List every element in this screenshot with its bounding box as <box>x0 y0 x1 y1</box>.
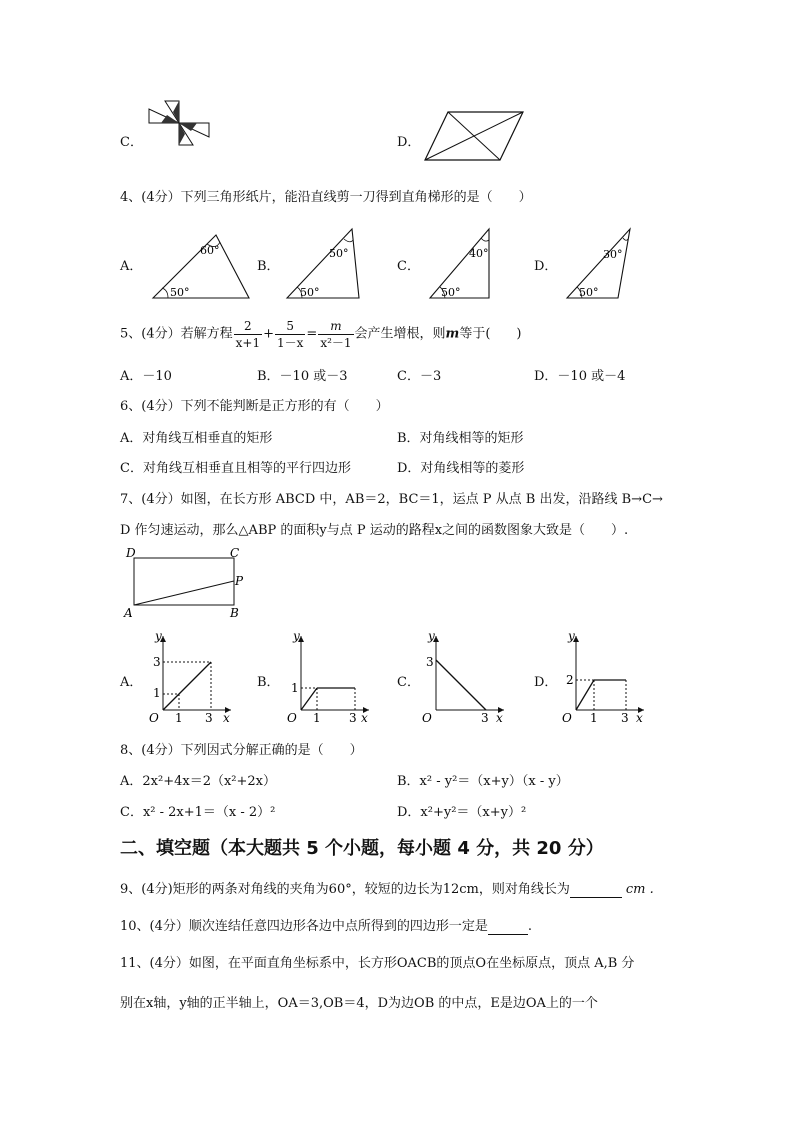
q5-option-b: B．－10 或－3 <box>257 369 348 384</box>
q5-f3-num: m <box>318 318 353 335</box>
q9-text: 9、(4分)矩形的两条对角线的夹角为60°，较短的边长为12cm，则对角线长为 <box>120 882 570 897</box>
q7-graph-b-label: B． <box>257 675 280 690</box>
q10-end: . <box>527 919 533 934</box>
q4-option-d-label: D． <box>534 259 558 274</box>
q5-f2-den: 1－x <box>277 336 304 350</box>
q4-b-top-angle: 50° <box>329 247 349 260</box>
q7-b-tick-y1: 1 <box>291 681 299 695</box>
q5-f1-den: x+1 <box>235 336 261 350</box>
q7-d-axis-y: y <box>568 630 575 643</box>
q8-option-d: D．x²+y²＝（x+y）² <box>397 805 527 820</box>
q7-c-axis-y: y <box>428 630 435 643</box>
q5-option-c: C．－3 <box>397 369 442 384</box>
q8-stem: 8、(4分）下列因式分解正确的是（ ） <box>120 743 363 758</box>
q10-line <box>120 915 532 935</box>
q4-c-base-angle: 50° <box>441 286 461 299</box>
q6-option-b: B．对角线相等的矩形 <box>397 431 524 446</box>
q7-c-tick-x3: 3 <box>481 711 489 724</box>
q7-a-axis-y: y <box>155 630 162 643</box>
q9-unit: cm . <box>625 882 654 897</box>
q8-option-c: C．x² - 2x+1＝（x - 2）² <box>120 805 276 820</box>
q4-b-base-angle: 50° <box>300 286 320 299</box>
q11-line2: 别在x轴，y轴的正半轴上，OA＝3,OB＝4，D为边OB 的中点，E是边OA上的一个 <box>120 996 598 1011</box>
q6-stem: 6、(4分）下列不能判断是正方形的有（ ） <box>120 399 389 414</box>
q6-option-a: A．对角线互相垂直的矩形 <box>120 431 273 446</box>
q7-line1: 7、(4分）如图，在长方形 ABCD 中，AB＝2，BC＝1，运点 P 从点 B 出发，沿路线 B→C→ <box>120 492 663 507</box>
q7-c-origin: O <box>422 711 432 724</box>
q9-line <box>120 878 654 898</box>
q7-d-axis-x: x <box>636 711 643 724</box>
q4-d-base-angle: 50° <box>579 286 599 299</box>
q5-f1-num: 2 <box>234 318 262 335</box>
q9-answer-blank[interactable] <box>570 882 622 898</box>
q5-fraction-3 <box>318 318 353 351</box>
q10-text: 10、(4分）顺次连结任意四边形各边中点所得到的四边形一定是 <box>120 919 488 934</box>
q7-b-tick-x3: 3 <box>349 711 357 724</box>
q7-c-axis-x: x <box>496 711 503 724</box>
q7-graph-a-label: A． <box>120 675 143 690</box>
q7-d-origin: O <box>562 711 572 724</box>
q7-b-axis-x: x <box>361 711 368 724</box>
q4-triangle-c <box>427 226 493 300</box>
q5-f2-num: 5 <box>275 318 305 335</box>
q6-option-d: D．对角线相等的菱形 <box>397 461 525 476</box>
q4-triangle-b <box>284 226 364 300</box>
q7-line2: D 作匀速运动，那么△ABP 的面积y与点 P 运动的路程x之间的函数图象大致是（ ）. <box>120 523 629 538</box>
q7-label-d: D <box>126 546 136 560</box>
q4-a-base-angle: 50° <box>170 286 190 299</box>
q5-suffix2: 等于( ) <box>459 326 522 342</box>
q3-option-c-label: C． <box>120 135 143 150</box>
q5-equals: = <box>306 326 318 342</box>
q5-fraction-2 <box>275 318 305 351</box>
q4-option-c-label: C． <box>397 259 420 274</box>
q7-a-tick-y3: 3 <box>153 655 161 669</box>
q7-label-a: A <box>124 606 133 620</box>
q7-a-tick-x1: 1 <box>175 711 183 724</box>
q7-b-origin: O <box>287 711 297 724</box>
q7-label-p: P <box>235 574 244 588</box>
q7-a-axis-x: x <box>223 711 230 724</box>
q7-a-origin: O <box>149 711 159 724</box>
q5-plus: + <box>263 326 274 342</box>
pinwheel-figure <box>147 100 211 146</box>
q4-option-b-label: B． <box>257 259 280 274</box>
q4-stem: 4、(4分）下列三角形纸片，能沿直线剪一刀得到直角梯形的是（ ） <box>120 190 532 205</box>
q5-var: m <box>445 326 460 342</box>
q5-f3-den: x²－1 <box>320 336 352 350</box>
q7-graph-d <box>558 630 650 724</box>
section-2-title: 二、填空题（本大题共 5 个小题，每小题 4 分，共 20 分） <box>120 838 604 859</box>
q7-graph-b <box>283 630 375 724</box>
q4-d-top-angle: 30° <box>603 248 623 261</box>
q5-prefix: 5、(4分）若解方程 <box>120 326 233 342</box>
q7-c-tick-y3: 3 <box>426 655 434 669</box>
q7-label-c: C <box>230 546 240 560</box>
q4-triangle-a <box>150 232 252 300</box>
q7-b-tick-x1: 1 <box>313 711 321 724</box>
q4-a-top-angle: 60° <box>200 244 220 257</box>
q4-c-top-angle: 40° <box>469 247 489 260</box>
q5-stem <box>120 318 521 351</box>
q5-option-a: A．－10 <box>120 369 172 384</box>
q7-label-b: B <box>230 606 239 620</box>
q4-triangle-d <box>564 226 634 300</box>
q5-suffix: 会产生增根，则 <box>354 326 446 342</box>
q7-d-tick-x3: 3 <box>621 711 629 724</box>
q7-graph-c <box>418 630 510 724</box>
q7-graph-c-label: C． <box>397 675 420 690</box>
q7-graph-a <box>145 630 237 724</box>
q11-line1: 11、(4分）如图，在平面直角坐标系中，长方形OACB的顶点O在坐标原点，顶点 A,B 分 <box>120 956 635 971</box>
q6-option-c: C．对角线互相垂直且相等的平行四边形 <box>120 461 351 476</box>
q8-option-a: A．2x²+4x＝2（x²+2x） <box>120 774 277 789</box>
q7-d-tick-x1: 1 <box>590 711 598 724</box>
q7-graph-d-label: D． <box>534 675 558 690</box>
q8-option-b: B．x² - y²＝（x+y）（x - y） <box>397 774 569 789</box>
q7-rectangle-figure <box>122 545 248 621</box>
q4-option-a-label: A． <box>120 259 143 274</box>
q7-d-tick-y2: 2 <box>566 673 574 687</box>
q3-option-d-label: D． <box>397 135 421 150</box>
rhombus-figure <box>423 110 525 162</box>
q7-a-tick-x3: 3 <box>205 711 213 724</box>
q7-b-axis-y: y <box>293 630 300 643</box>
q7-a-tick-y1: 1 <box>153 686 161 700</box>
q5-option-d: D．－10 或－4 <box>534 369 626 384</box>
q5-fraction-1 <box>234 318 262 351</box>
q10-answer-blank[interactable] <box>488 919 528 935</box>
